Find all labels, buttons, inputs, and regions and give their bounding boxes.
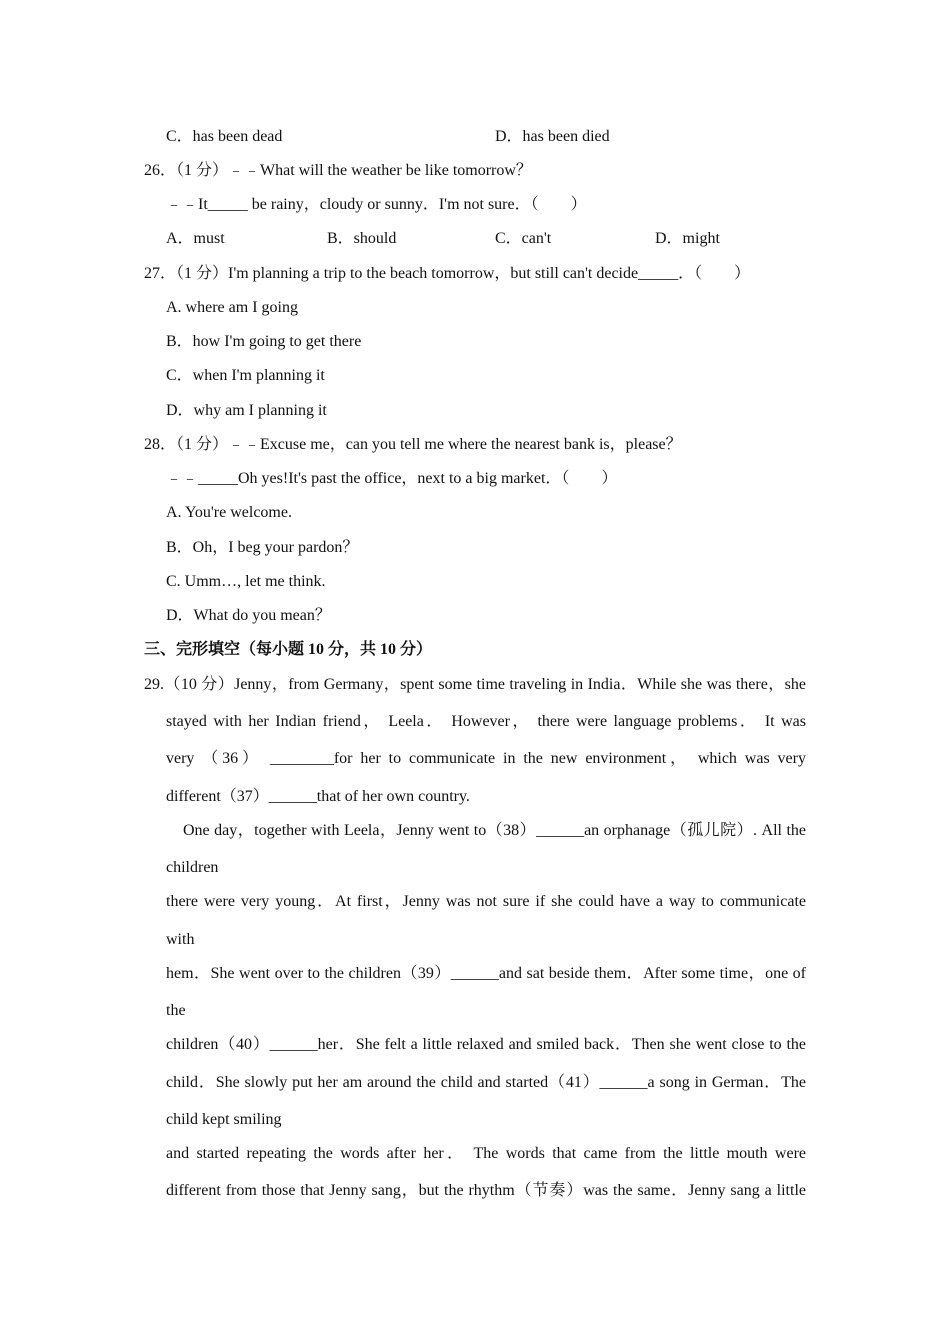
q28-option-b[interactable]: B．Oh，I beg your pardon？ [166, 539, 359, 556]
q29-line-15: different from those that Jenny sang，but the rhythm（节奏）was the same．Jenny sang a little [166, 1182, 806, 1199]
q26-reply: ﹣﹣It_____ be rainy，cloudy or sunny．I'm not sure．（ ） [166, 196, 587, 213]
q27-option-a[interactable]: A. where am I going [166, 299, 298, 316]
q29-line-13: child kept smiling [166, 1111, 282, 1128]
q28-option-c[interactable]: C. Umm…, let me think. [166, 573, 326, 590]
section-heading: 三、完形填空（每小题 10 分，共 10 分） [144, 641, 433, 658]
q26-option-a[interactable]: A．must [166, 230, 225, 247]
q27-option-c[interactable]: C．when I'm planning it [166, 367, 325, 384]
q29-line-6: children [166, 859, 219, 876]
q29-line-12: child．She slowly put her am around the child and started（41）______a song in German．The [166, 1074, 806, 1091]
q29-line-4: different（37）______that of her own country. [166, 788, 470, 805]
q29-line-11: children（40）______her．She felt a little relaxed and smiled back．Then she went close to the [166, 1036, 806, 1053]
q27-option-d[interactable]: D．why am I planning it [166, 402, 327, 419]
q25-option-c[interactable]: C．has been dead [166, 128, 283, 145]
q29-line-14: and started repeating the words after her． The words that came from the little mouth were [166, 1145, 806, 1162]
q28-option-a[interactable]: A. You're welcome. [166, 504, 292, 521]
q29-line-8: with [166, 931, 195, 948]
q27-stem: 27．（1 分）I'm planning a trip to the beach tomorrow，but still can't decide_____．（ ） [144, 265, 751, 282]
q29-line-10: the [166, 1002, 186, 1019]
q27-option-b[interactable]: B．how I'm going to get there [166, 333, 362, 350]
q26-option-d[interactable]: D．might [655, 230, 720, 247]
q28-stem: 28．（1 分）﹣﹣Excuse me，can you tell me where the nearest bank is，please？ [144, 436, 682, 453]
q25-option-d[interactable]: D．has been died [495, 128, 610, 145]
q28-option-d[interactable]: D．What do you mean？ [166, 607, 331, 624]
q28-reply: ﹣﹣_____Oh yes!It's past the office，next to a big market．（ ） [166, 470, 618, 487]
q26-option-b[interactable]: B．should [327, 230, 397, 247]
q29-line-9: hem．She went over to the children（39）______and sat beside them．After some time，one of [166, 965, 806, 982]
q26-option-c[interactable]: C．can't [495, 230, 552, 247]
q29-line-2: stayed with her Indian friend， Leela． However， there were language problems． It was [166, 713, 806, 730]
q29-line-1: 29.（10 分）Jenny，from Germany，spent some time traveling in India．While she was there，she [144, 676, 806, 693]
q29-line-7: there were very young．At first，Jenny was not sure if she could have a way to communicate [166, 893, 806, 910]
q29-line-3: very （36） ________for her to communicate in the new environment， which was very [166, 750, 806, 767]
q26-stem: 26．（1 分）﹣﹣What will the weather be like tomorrow？ [144, 162, 532, 179]
q29-line-5: One day，together with Leela，Jenny went to（38）______an orphanage（孤儿院）. All the [183, 822, 806, 839]
